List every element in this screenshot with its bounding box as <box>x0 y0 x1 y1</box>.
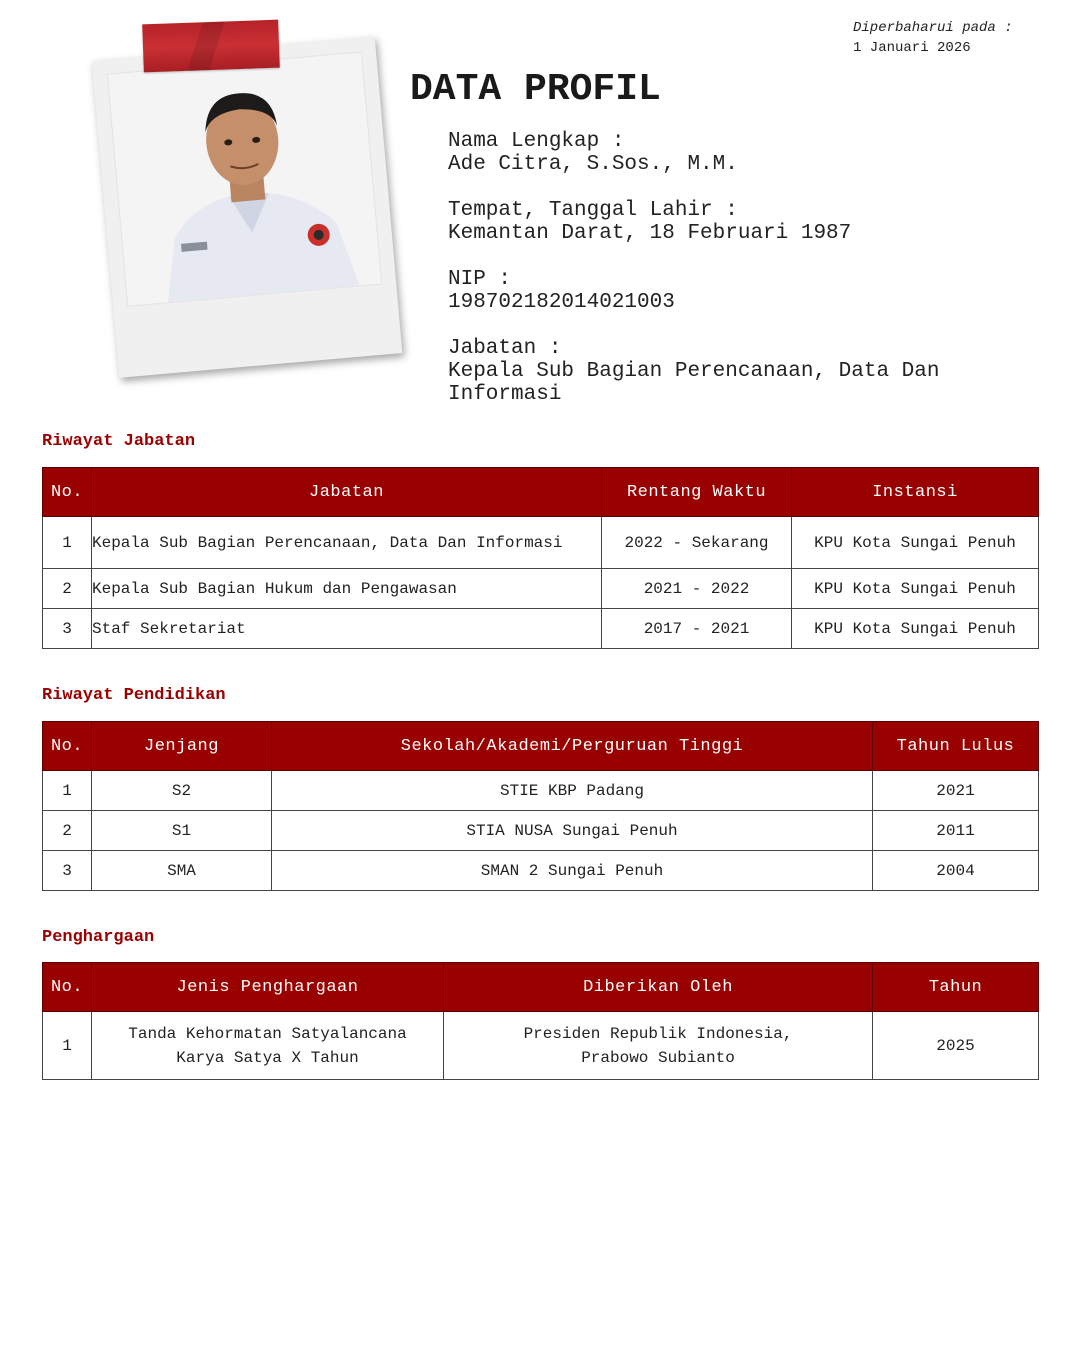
update-label: Diperbaharui pada : <box>853 20 1013 36</box>
column-header: Tahun <box>873 963 1039 1012</box>
riwayat-pendidikan-table <box>42 721 1039 891</box>
table-cell: 2022 - Sekarang <box>602 517 792 569</box>
table-cell: 2 <box>43 569 92 609</box>
column-header: No. <box>43 722 92 771</box>
table-row <box>43 517 1039 569</box>
table-cell: 2021 <box>873 771 1039 811</box>
table-cell: Kepala Sub Bagian Hukum dan Pengawasan <box>92 569 602 609</box>
profile-birth <box>448 199 1048 245</box>
section-title-penghargaan: Penghargaan <box>42 928 155 947</box>
birth-value: Kemantan Darat, 18 Februari 1987 <box>448 222 852 245</box>
table-cell: S2 <box>92 771 272 811</box>
riwayat-jabatan-table <box>42 467 1039 649</box>
table-cell: Tanda Kehormatan Satyalancana Karya Satya X Tahun <box>92 1012 444 1080</box>
profile-details <box>448 130 1048 429</box>
table-row <box>43 609 1039 649</box>
table-cell: 1 <box>43 517 92 569</box>
table-row <box>43 851 1039 891</box>
name-label: Nama Lengkap : <box>448 130 625 153</box>
table-header-row <box>43 468 1039 517</box>
table-cell: SMA <box>92 851 272 891</box>
page-title: DATA PROFIL <box>410 68 661 111</box>
table-cell: 2017 - 2021 <box>602 609 792 649</box>
column-header: Tahun Lulus <box>873 722 1039 771</box>
profile-photo-frame <box>92 36 403 378</box>
table-cell: 2021 - 2022 <box>602 569 792 609</box>
column-header: Jabatan <box>92 468 602 517</box>
name-value: Ade Citra, S.Sos., M.M. <box>448 153 738 176</box>
profile-position <box>448 337 1048 406</box>
table-header-row <box>43 963 1039 1012</box>
table-header-row <box>43 722 1039 771</box>
birth-label: Tempat, Tanggal Lahir : <box>448 199 738 222</box>
profile-nip <box>448 268 1048 314</box>
nip-value: 198702182014021003 <box>448 291 675 314</box>
column-header: No. <box>43 468 92 517</box>
update-info <box>853 18 1013 58</box>
table-cell: 1 <box>43 771 92 811</box>
section-title-riwayat-pendidikan: Riwayat Pendidikan <box>42 686 226 705</box>
column-header: Diberikan Oleh <box>444 963 873 1012</box>
section-title-riwayat-jabatan: Riwayat Jabatan <box>42 432 196 451</box>
table-cell: 2 <box>43 811 92 851</box>
table-cell: 3 <box>43 851 92 891</box>
table-cell: KPU Kota Sungai Penuh <box>792 609 1039 649</box>
column-header: No. <box>43 963 92 1012</box>
table-cell: KPU Kota Sungai Penuh <box>792 517 1039 569</box>
table-cell: 2025 <box>873 1012 1039 1080</box>
table-row <box>43 771 1039 811</box>
position-label: Jabatan : <box>448 337 562 360</box>
table-cell: 3 <box>43 609 92 649</box>
penghargaan-table <box>42 962 1039 1080</box>
table-cell: SMAN 2 Sungai Penuh <box>272 851 873 891</box>
table-row <box>43 569 1039 609</box>
column-header: Jenis Penghargaan <box>92 963 444 1012</box>
table-cell: 1 <box>43 1012 92 1080</box>
table-cell: Staf Sekretariat <box>92 609 602 649</box>
profile-photo <box>107 51 382 306</box>
column-header: Rentang Waktu <box>602 468 792 517</box>
person-portrait-icon <box>108 52 381 305</box>
table-cell: Kepala Sub Bagian Perencanaan, Data Dan Informasi <box>92 517 602 569</box>
nip-label: NIP : <box>448 268 512 291</box>
table-row <box>43 811 1039 851</box>
column-header: Instansi <box>792 468 1039 517</box>
table-cell: Presiden Republik Indonesia, Prabowo Subianto <box>444 1012 873 1080</box>
update-date: 1 Januari 2026 <box>853 40 971 56</box>
tape-decoration <box>142 20 280 73</box>
table-cell: S1 <box>92 811 272 851</box>
table-cell: KPU Kota Sungai Penuh <box>792 569 1039 609</box>
column-header: Sekolah/Akademi/Perguruan Tinggi <box>272 722 873 771</box>
table-cell: 2004 <box>873 851 1039 891</box>
profile-name <box>448 130 1048 176</box>
table-row <box>43 1012 1039 1080</box>
table-cell: STIE KBP Padang <box>272 771 873 811</box>
column-header: Jenjang <box>92 722 272 771</box>
position-value: Kepala Sub Bagian Perencanaan, Data Dan Informasi <box>448 360 940 406</box>
table-cell: 2011 <box>873 811 1039 851</box>
table-cell: STIA NUSA Sungai Penuh <box>272 811 873 851</box>
